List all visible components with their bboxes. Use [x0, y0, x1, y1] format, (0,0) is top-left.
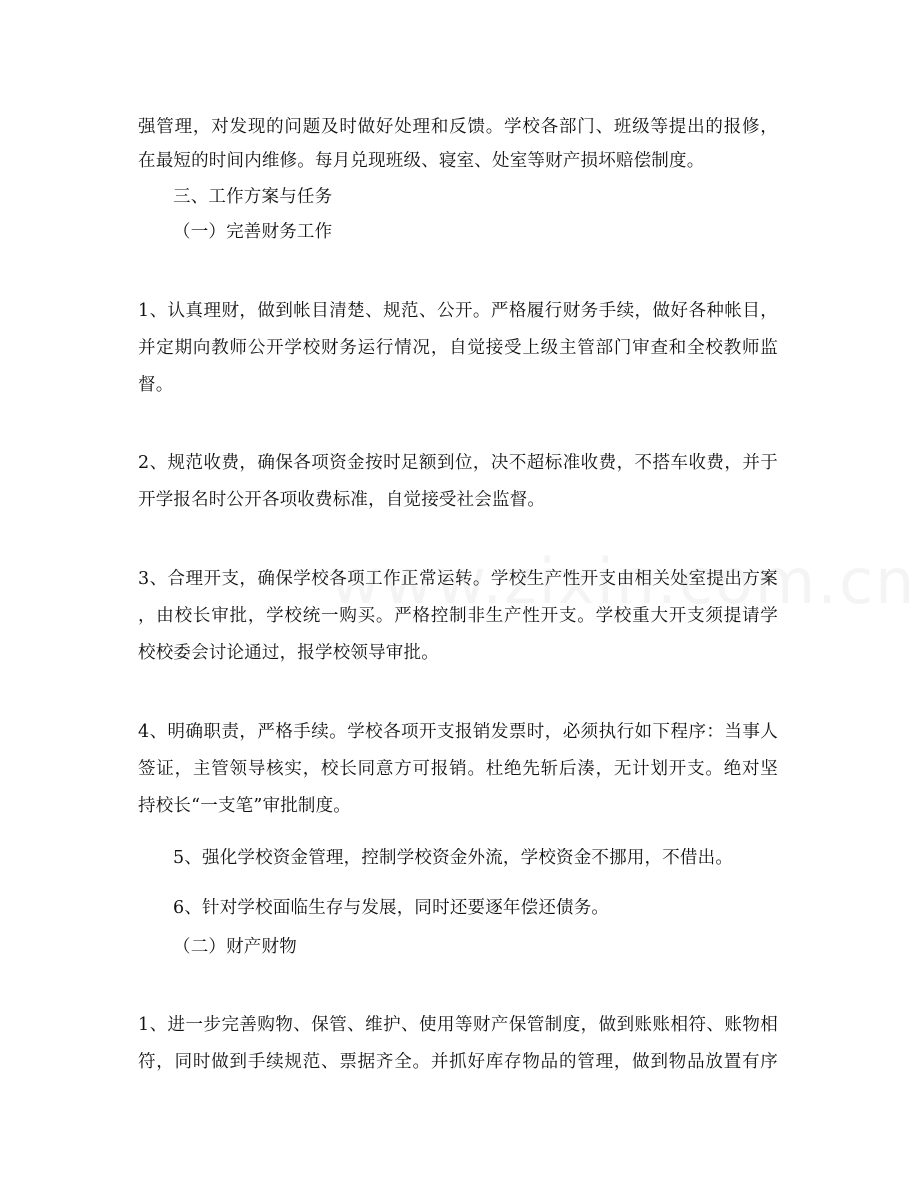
paragraph-line: 4、明确职责，严格手续。学校各项开支报销发票时，必须执行如下程序：当事人 [138, 722, 778, 742]
paragraph-line: ，由校长审批，学校统一购买。严格控制非生产性开支。学校重大开支须提请学 [138, 606, 778, 626]
paragraph-line: 2、规范收费，确保各项资金按时足额到位，决不超标准收费，不搭车收费，并于 [138, 453, 778, 473]
paragraph-line: 1、进一步完善购物、保管、维护、使用等财产保管制度，做到账账相符、账物相 [138, 1015, 778, 1035]
paragraph-line: 3、合理开支，确保学校各项工作正常运转。学校生产性开支由相关处室提出方案 [138, 569, 778, 589]
paragraph-line: 在最短的时间内维修。每月兑现班级、寝室、处室等财产损坏赔偿制度。 [138, 151, 705, 171]
paragraph-line: 开学报名时公开各项收费标准，自觉接受社会监督。 [138, 490, 546, 510]
paragraph-line: 督。 [138, 375, 174, 395]
subsection-heading: （一）完善财务工作 [173, 222, 333, 242]
paragraph-line: 校校委会讨论通过，报学校领导审批。 [138, 643, 439, 663]
paragraph-line: 强管理，对发现的问题及时做好处理和反馈。学校各部门、班级等提出的报修， [138, 117, 778, 137]
paragraph-line: 5、强化学校资金管理，控制学校资金外流，学校资金不挪用，不借出。 [173, 848, 734, 868]
paragraph-line: 6、针对学校面临生存与发展，同时还要逐年偿还债务。 [173, 898, 610, 918]
paragraph-line: 符，同时做到手续规范、票据齐全。并抓好库存物品的管理，做到物品放置有序 [138, 1052, 778, 1072]
paragraph-line: 持校长“一支笔”审批制度。 [138, 796, 351, 816]
paragraph-line: 并定期向教师公开学校财务运行情况，自觉接受上级主管部门审查和全校教师监 [138, 338, 778, 358]
paragraph-line: 1、认真理财，做到帐目清楚、规范、公开。严格履行财务手续，做好各种帐目， [138, 301, 778, 321]
section-heading: 三、工作方案与任务 [173, 187, 333, 207]
subsection-heading: （二）财产财物 [173, 937, 297, 957]
paragraph-line: 签证，主管领导核实，校长同意方可报销。杜绝先斩后湊，无计划开支。绝对坚 [138, 759, 778, 779]
